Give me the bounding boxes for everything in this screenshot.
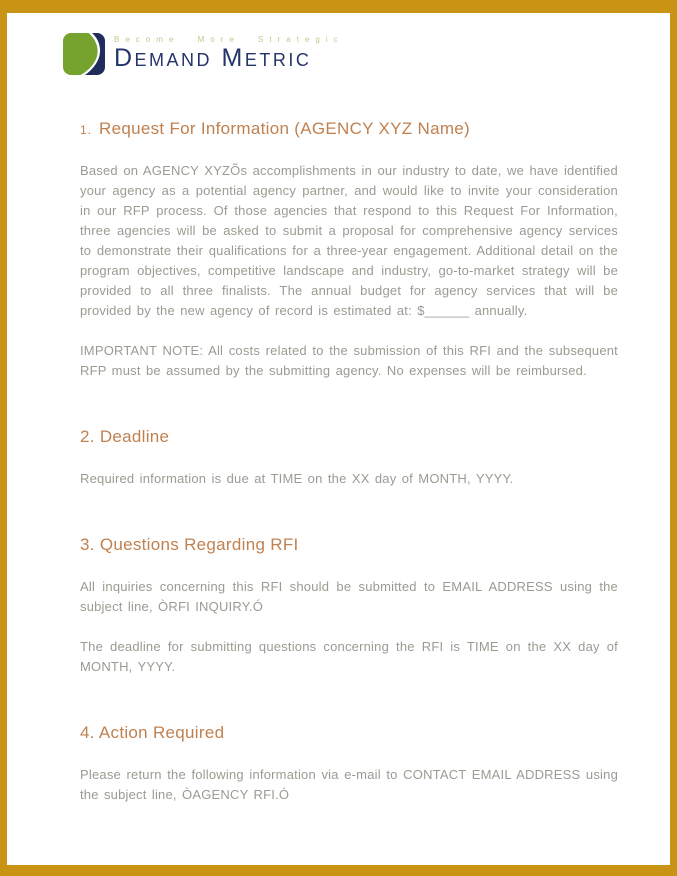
section-1-title: Request For Information (AGENCY XYZ Name) — [99, 119, 471, 138]
section-4-title: Action Required — [98, 723, 225, 742]
section-4-heading — [80, 723, 618, 743]
demand-metric-logo-icon — [63, 33, 105, 75]
section-3-paragraph-1: All inquiries concerning this RFI should be submitted to EMAIL ADDRESS using the subject line, ÒRFI INQUIRY.Ó — [80, 579, 618, 614]
section-1-paragraph-1: Based on AGENCY XYZÕs accomplishments in our industry to date, we have identified your agency as a potential agency partner, and would like to invite your consideration in our RFP process. Of those agencies that respond to this Request For Information, three agencies will be asked to submit a proposal for comprehensive agency services to demonstrate their qualifications for a three-year engagement. Additional detail on the program objectives, competitive landscape and industry, go-to-market strategy will be provided to all three finalists. The annual budget for agency services that will be provided by the new agency of record is estimated at: $______ annually. — [80, 163, 618, 318]
section-4-paragraph-1: Please return the following information via e-mail to CONTACT EMAIL ADDRESS using the subject line, ÒAGENCY RFI.Ó — [80, 767, 618, 802]
section-3-title: Questions Regarding RFI — [99, 535, 299, 554]
section-1-paragraph-2: IMPORTANT NOTE: All costs related to the submission of this RFI and the subsequent RFP must be assumed by the submitting agency. No expenses will be reimbursed. — [80, 343, 618, 378]
section-3-number: 3. — [80, 535, 95, 554]
section-2-number: 2. — [80, 427, 95, 446]
section-2-heading — [80, 427, 618, 447]
section-2-paragraph-1: Required information is due at TIME on the XX day of MONTH, YYYY. — [80, 471, 514, 486]
brand-logo — [63, 33, 618, 75]
section-4-number: 4. — [80, 723, 95, 742]
brand-name: Demand Metric — [114, 44, 312, 72]
section-2-title: Deadline — [99, 427, 170, 446]
section-3-heading — [80, 535, 618, 555]
document-sections — [80, 119, 618, 805]
brand-tagline: Become More Strategic — [114, 35, 344, 44]
section-1-number: 1. — [80, 123, 93, 137]
section-3-paragraph-2: The deadline for submitting questions concerning the RFI is TIME on the XX day of MONTH, YYYY. — [80, 639, 618, 674]
brand-text-block — [114, 33, 344, 71]
document-content — [7, 33, 670, 805]
section-1-heading — [80, 119, 618, 139]
